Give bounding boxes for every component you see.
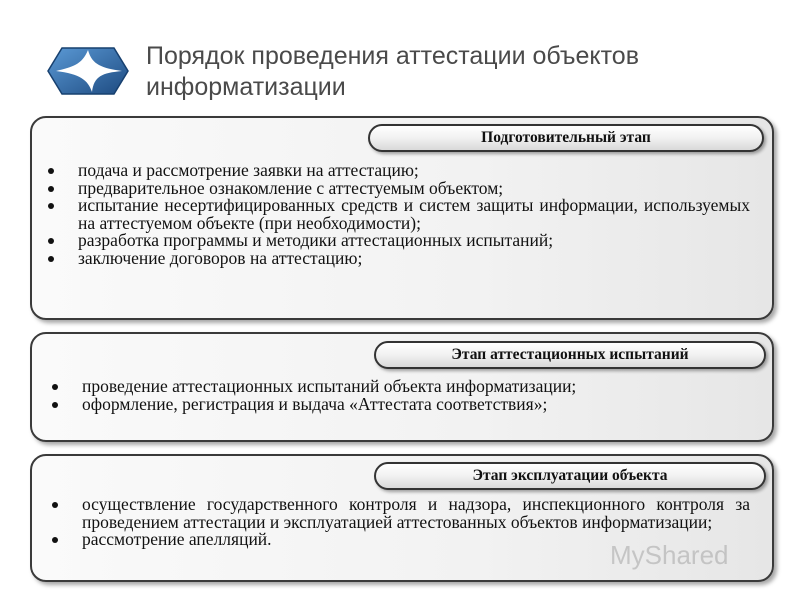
stage-title-testing: Этап аттестационных испытаний bbox=[374, 341, 766, 369]
stage-panel-preparatory bbox=[30, 116, 774, 320]
page-title bbox=[146, 41, 766, 103]
stage-panel-testing bbox=[30, 332, 774, 442]
star-logo-icon bbox=[42, 40, 134, 102]
list-item: оформление, регистрация и выдача «Аттестата соответствия»; bbox=[48, 396, 750, 414]
list-item: испытание несертифицированных средств и систем защиты информации, используемых на аттестуемом объекте (при необходимости); bbox=[44, 197, 750, 232]
list-item: заключение договоров на аттестацию; bbox=[44, 250, 750, 268]
list-item: рассмотрение апелляций. bbox=[48, 531, 750, 549]
list-item: проведение аттестационных испытаний объекта информатизации; bbox=[48, 378, 750, 396]
list-item: предварительное ознакомление с аттестуемым объектом; bbox=[44, 180, 750, 198]
stage-title-preparatory: Подготовительный этап bbox=[368, 124, 764, 152]
list-item: подача и рассмотрение заявки на аттестацию; bbox=[44, 162, 750, 180]
watermark: MyShared bbox=[610, 540, 729, 570]
stage-items-testing bbox=[48, 378, 750, 413]
stage-items-preparatory bbox=[44, 162, 750, 267]
list-item: разработка программы и методики аттестационных испытаний; bbox=[44, 232, 750, 250]
page-title-line-1: Порядок проведения аттестации объектов bbox=[146, 42, 639, 70]
list-item: осуществление государственного контроля и надзора, инспекционного контроля за проведением аттестации и эксплуатацией аттестованных объектов информатизации; bbox=[48, 496, 750, 531]
page-title-line-2: информатизации bbox=[146, 73, 346, 101]
stage-title-operation: Этап эксплуатации объекта bbox=[374, 462, 766, 490]
